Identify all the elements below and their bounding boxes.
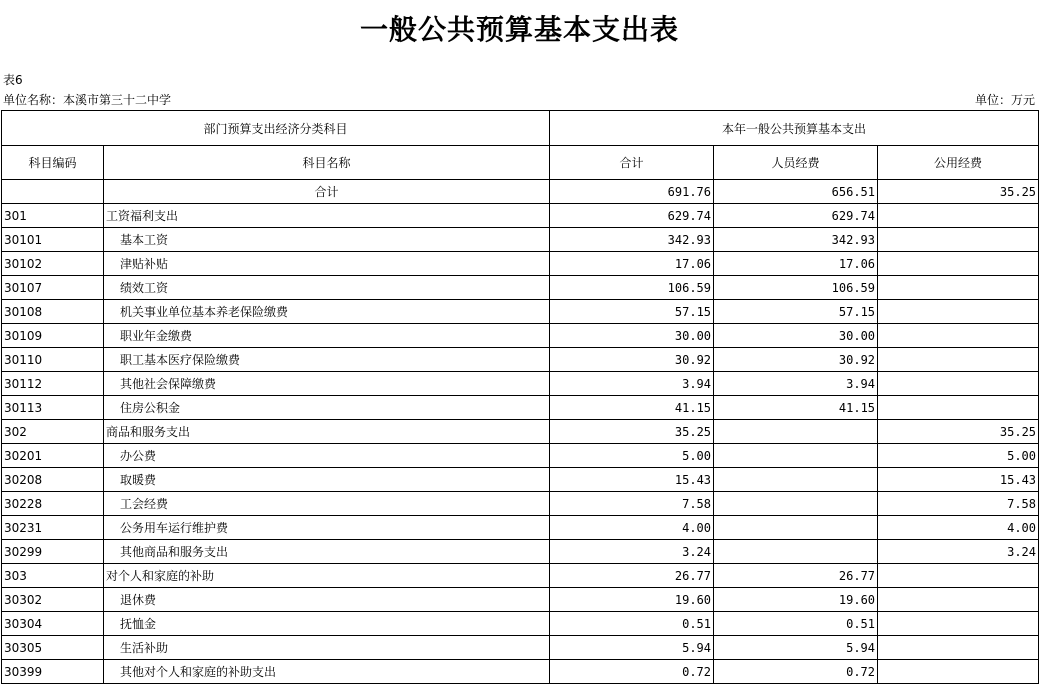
row-personnel [714, 516, 878, 540]
row-name: 其他对个人和家庭的补助支出 [104, 660, 550, 684]
row-public [878, 396, 1039, 420]
row-public [878, 204, 1039, 228]
row-total: 57.15 [550, 300, 714, 324]
table-row [2, 324, 1039, 348]
row-personnel: 342.93 [714, 228, 878, 252]
row-personnel: 19.60 [714, 588, 878, 612]
row-personnel: 30.92 [714, 348, 878, 372]
row-name: 住房公积金 [104, 396, 550, 420]
row-name: 生活补助 [104, 636, 550, 660]
row-personnel: 0.72 [714, 660, 878, 684]
table-row [2, 660, 1039, 684]
total-label: 合计 [104, 180, 550, 204]
row-personnel: 106.59 [714, 276, 878, 300]
row-name: 公务用车运行维护费 [104, 516, 550, 540]
table-row [2, 516, 1039, 540]
row-code: 30107 [2, 276, 104, 300]
header-code: 科目编码 [2, 146, 104, 180]
row-public [878, 348, 1039, 372]
row-name: 机关事业单位基本养老保险缴费 [104, 300, 550, 324]
row-public: 3.24 [878, 540, 1039, 564]
row-name: 对个人和家庭的补助 [104, 564, 550, 588]
table-row [2, 540, 1039, 564]
total-row [2, 180, 1039, 204]
row-public [878, 588, 1039, 612]
row-code: 30110 [2, 348, 104, 372]
row-public [878, 276, 1039, 300]
currency-unit: 单位：万元 [974, 93, 1035, 107]
row-personnel [714, 420, 878, 444]
table-number: 表6 [3, 73, 23, 87]
row-name: 工会经费 [104, 492, 550, 516]
row-public: 35.25 [878, 420, 1039, 444]
row-total: 17.06 [550, 252, 714, 276]
row-code: 30201 [2, 444, 104, 468]
row-public [878, 564, 1039, 588]
row-total: 5.00 [550, 444, 714, 468]
table-row [2, 372, 1039, 396]
header-group-row [2, 111, 1039, 146]
row-name: 商品和服务支出 [104, 420, 550, 444]
row-name: 基本工资 [104, 228, 550, 252]
row-total: 342.93 [550, 228, 714, 252]
header-total: 合计 [550, 146, 714, 180]
row-name: 办公费 [104, 444, 550, 468]
row-code: 303 [2, 564, 104, 588]
row-public: 15.43 [878, 468, 1039, 492]
row-total: 19.60 [550, 588, 714, 612]
row-code: 30109 [2, 324, 104, 348]
row-total: 35.25 [550, 420, 714, 444]
row-personnel: 17.06 [714, 252, 878, 276]
row-total: 0.51 [550, 612, 714, 636]
row-code: 30299 [2, 540, 104, 564]
row-total: 3.94 [550, 372, 714, 396]
row-public: 7.58 [878, 492, 1039, 516]
row-code: 301 [2, 204, 104, 228]
row-total: 26.77 [550, 564, 714, 588]
header-column-row [2, 146, 1039, 180]
row-name: 职业年金缴费 [104, 324, 550, 348]
row-public [878, 636, 1039, 660]
page-title: 一般公共预算基本支出表 [359, 13, 679, 46]
row-total: 4.00 [550, 516, 714, 540]
row-public [878, 660, 1039, 684]
table-row [2, 300, 1039, 324]
row-total: 7.58 [550, 492, 714, 516]
table-row [2, 348, 1039, 372]
row-code: 302 [2, 420, 104, 444]
row-name: 取暖费 [104, 468, 550, 492]
row-public [878, 372, 1039, 396]
row-total: 5.94 [550, 636, 714, 660]
table-row [2, 468, 1039, 492]
row-name: 其他商品和服务支出 [104, 540, 550, 564]
row-code: 30302 [2, 588, 104, 612]
row-total: 15.43 [550, 468, 714, 492]
row-personnel: 26.77 [714, 564, 878, 588]
row-name: 抚恤金 [104, 612, 550, 636]
row-total: 30.92 [550, 348, 714, 372]
table-row [2, 252, 1039, 276]
header-personnel: 人员经费 [714, 146, 878, 180]
budget-table [1, 110, 1039, 684]
table-row [2, 612, 1039, 636]
row-total: 3.24 [550, 540, 714, 564]
row-code: 30108 [2, 300, 104, 324]
row-public [878, 324, 1039, 348]
table-row [2, 204, 1039, 228]
row-total: 41.15 [550, 396, 714, 420]
row-code: 30112 [2, 372, 104, 396]
row-code: 30101 [2, 228, 104, 252]
header-classification-group: 部门预算支出经济分类科目 [2, 111, 550, 146]
table-row [2, 564, 1039, 588]
header-name: 科目名称 [104, 146, 550, 180]
total-total: 691.76 [550, 180, 714, 204]
row-name: 其他社会保障缴费 [104, 372, 550, 396]
row-code: 30102 [2, 252, 104, 276]
row-personnel: 57.15 [714, 300, 878, 324]
row-code: 30231 [2, 516, 104, 540]
row-total: 106.59 [550, 276, 714, 300]
header-public: 公用经费 [878, 146, 1039, 180]
row-public: 5.00 [878, 444, 1039, 468]
row-code: 30208 [2, 468, 104, 492]
row-personnel: 30.00 [714, 324, 878, 348]
row-name: 退休费 [104, 588, 550, 612]
table-row [2, 588, 1039, 612]
row-personnel: 629.74 [714, 204, 878, 228]
row-personnel: 41.15 [714, 396, 878, 420]
row-personnel [714, 468, 878, 492]
row-code: 30399 [2, 660, 104, 684]
row-name: 工资福利支出 [104, 204, 550, 228]
unit-name: 单位名称：本溪市第三十二中学 [3, 93, 172, 107]
table-row [2, 276, 1039, 300]
table-row [2, 492, 1039, 516]
row-code: 30304 [2, 612, 104, 636]
row-personnel [714, 540, 878, 564]
row-name: 津贴补贴 [104, 252, 550, 276]
row-total: 30.00 [550, 324, 714, 348]
header-expenditure-group: 本年一般公共预算基本支出 [550, 111, 1039, 146]
row-personnel: 5.94 [714, 636, 878, 660]
row-code: 30228 [2, 492, 104, 516]
row-code: 30113 [2, 396, 104, 420]
row-personnel: 0.51 [714, 612, 878, 636]
row-personnel: 3.94 [714, 372, 878, 396]
table-row [2, 636, 1039, 660]
row-public [878, 228, 1039, 252]
table-row [2, 444, 1039, 468]
total-public: 35.25 [878, 180, 1039, 204]
row-total: 0.72 [550, 660, 714, 684]
row-personnel [714, 492, 878, 516]
table-row [2, 396, 1039, 420]
total-personnel: 656.51 [714, 180, 878, 204]
table-row [2, 228, 1039, 252]
row-name: 绩效工资 [104, 276, 550, 300]
row-public [878, 612, 1039, 636]
row-public [878, 300, 1039, 324]
row-public: 4.00 [878, 516, 1039, 540]
table-row [2, 420, 1039, 444]
row-personnel [714, 444, 878, 468]
row-total: 629.74 [550, 204, 714, 228]
total-code-cell [2, 180, 104, 204]
row-code: 30305 [2, 636, 104, 660]
row-public [878, 252, 1039, 276]
row-name: 职工基本医疗保险缴费 [104, 348, 550, 372]
